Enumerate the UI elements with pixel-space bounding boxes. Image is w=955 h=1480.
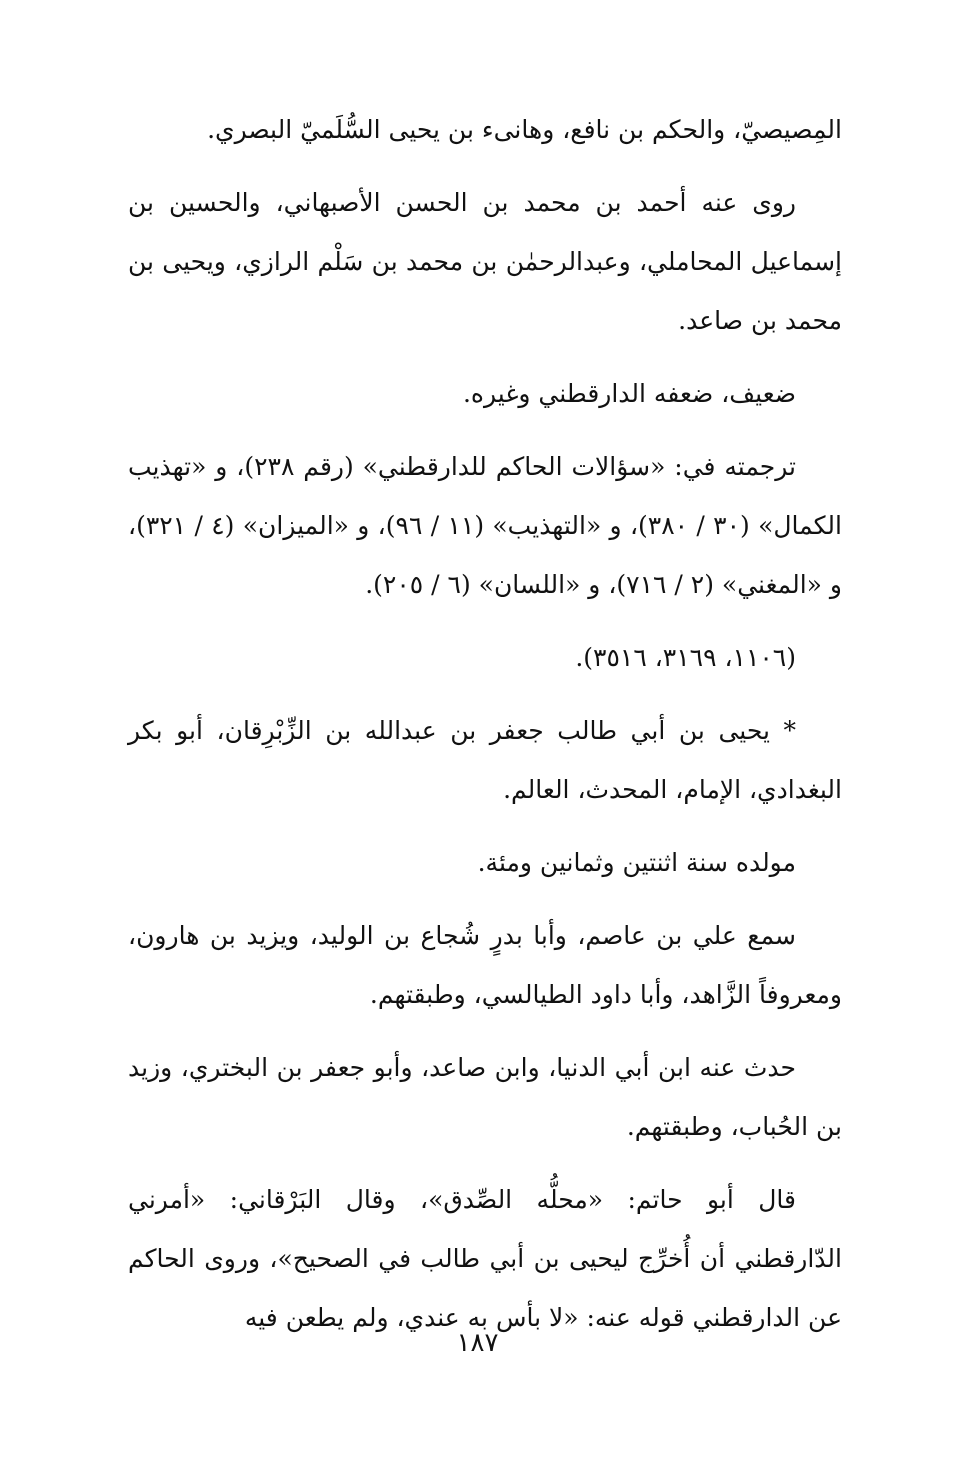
paragraph-grading: ضعيف، ضعفه الدارقطني وغيره. xyxy=(462,379,796,408)
paragraph-narrators-from: روى عنه أحمد بن محمد بن الحسن الأصبهاني، والحسين بن إسماعيل المحاملي، وعبدالرحمٰن بن محمد بن سَلْم الرازي، ويحيى بن محمد بن صاعد. xyxy=(128,188,842,335)
paragraph-references: ترجمته في: «سؤالات الحاكم للدارقطني» (رقم ٢٣٨)، و «تهذيب الكمال» (٣٠ / ٣٨٠)، و «التهذيب» (١١ / ٩٦)، و «الميزان» (٤ / ٣٢١)، و «المغني» (٢ / ٧١٦)، و «اللسان» (٦ / ٢٠٥). xyxy=(128,452,842,599)
paragraph-narrated-by: حدث عنه ابن أبي الدنيا، وابن صاعد، وأبو جعفر بن البختري، وزيد بن الحُباب، وطبقتهم. xyxy=(128,1053,842,1141)
paragraph-birth: مولده سنة اثنتين وثمانين ومئة. xyxy=(477,848,796,877)
paragraph-hadith-numbers: (١١٠٦، ٣١٦٩، ٣٥١٦). xyxy=(575,643,796,672)
paragraph-entry-heading: * يحيى بن أبي طالب جعفر بن عبدالله بن الزِّبْرِقان، أبو بكر البغدادي، الإمام، المحدث، العالم. xyxy=(128,716,842,804)
paragraph-continuation: المِصيصيّ، والحكم بن نافع، وهانىء بن يحيى السُّلَميّ البصري. xyxy=(207,115,842,144)
page-number: ١٨٧ xyxy=(456,1328,499,1358)
paragraph-opinions: قال أبو حاتم: «محلُّه الصِّدق»، وقال البَرْقاني: «أمرني الدّارقطني أن أُخرِّج ليحيى بن أبي طالب في الصحيح»، وروى الحاكم عن الدارقطني قوله عنه: «لا بأس به عندي، ولم يطعن فيه xyxy=(128,1185,842,1332)
body-text xyxy=(128,100,842,1361)
paragraph-heard-from: سمع علي بن عاصم، وأبا بدرٍ شُجاع بن الوليد، ويزيد بن هارون، ومعروفاً الزَّاهد، وأبا داود الطيالسي، وطبقتهم. xyxy=(128,921,842,1009)
